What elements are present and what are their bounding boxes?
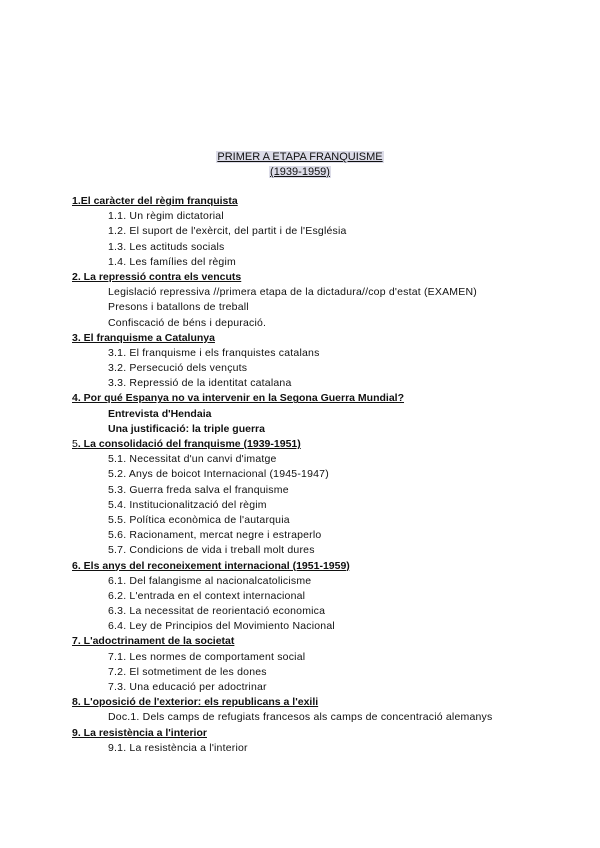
section-heading-5: 5. La consolidació del franquisme (1939-1951)	[72, 438, 301, 450]
section-item: 1.1. Un règim dictatorial	[108, 210, 224, 223]
section-item: Confiscació de béns i depuració.	[108, 316, 267, 329]
section-item: Entrevista d'Hendaia	[108, 407, 212, 420]
section-item: 7.3. Una educació per adoctrinar	[108, 681, 267, 693]
section-item: 5.2. Anys de boicot Internacional (1945-1947)	[108, 468, 329, 481]
section-item: 5.6. Racionament, mercat negre i estraperlo	[108, 529, 322, 542]
section-item: 7.2. El sotmetiment de les dones	[108, 665, 267, 678]
section-heading-1: 1.El caràcter del règim franquista	[72, 195, 238, 207]
section-heading-8: 8. L'oposició de l'exterior: els republicans a l'exili	[72, 696, 319, 709]
section-item: 5.5. Política econòmica de l'autarquia	[108, 513, 290, 526]
section-item: 1.4. Les famílies del règim	[108, 255, 236, 268]
section-item: 9.1. La resistència a l'interior	[108, 741, 248, 754]
section-heading-2: 2. La repressió contra els vencuts	[72, 270, 242, 283]
section-item: 5.1. Necessitat d'un canvi d'imatge	[108, 453, 277, 466]
section-item: Doc.1. Dels camps de refugiats francesos als camps de concentració alemanys	[108, 711, 493, 724]
section-item: Legislació repressiva //primera etapa de la dictadura//cop d'estat (EXAMEN)	[108, 286, 477, 299]
section-heading-3: 3. El franquisme a Catalunya	[72, 331, 215, 344]
section-item: 3.1. El franquisme i els franquistes catalans	[108, 346, 320, 359]
section-item: 6.3. La necessitat de reorientació economica	[108, 605, 326, 618]
section-item: 5.3. Guerra freda salva el franquisme	[108, 483, 289, 496]
section-item: 7.1. Les normes de comportament social	[108, 650, 306, 663]
section-item: 6.1. Del falangisme al nacionalcatolicisme	[108, 574, 312, 587]
section-item: Una justificació: la triple guerra	[108, 422, 265, 435]
section-heading-4: 4. Por qué Espanya no va intervenir en la Segona Guerra Mundial?	[72, 392, 405, 405]
section-item: Presons i batallons de treball	[108, 301, 249, 314]
section-heading-9: 9. La resistència a l'interior	[72, 726, 207, 739]
section-item: 6.2. L'entrada en el context internacional	[108, 589, 306, 602]
section-item: 5.4. Institucionalització del règim	[108, 498, 267, 511]
section-item: 1.2. El suport de l'exèrcit, del partit i de l'Església	[108, 225, 347, 238]
section-item: 5.7. Condicions de vida i treball molt dures	[108, 544, 315, 557]
document-subtitle-years: (1939-1959)	[270, 166, 330, 178]
section-heading-6: 6. Els anys del reconeixement internacional (1951-1959)	[72, 559, 350, 572]
document-title: PRIMER A ETAPA FRANQUISME	[217, 151, 383, 163]
section-item: 1.3. Les actituds socials	[108, 240, 225, 253]
table-of-contents	[72, 194, 592, 756]
section-item: 3.3. Repressió de la identitat catalana	[108, 377, 292, 390]
section-heading-7: 7. L'adoctrinament de la societat	[72, 635, 235, 648]
section-item: 6.4. Ley de Principios del Movimiento Nacional	[108, 620, 335, 633]
section-item: 3.2. Persecució dels vençuts	[108, 362, 248, 375]
